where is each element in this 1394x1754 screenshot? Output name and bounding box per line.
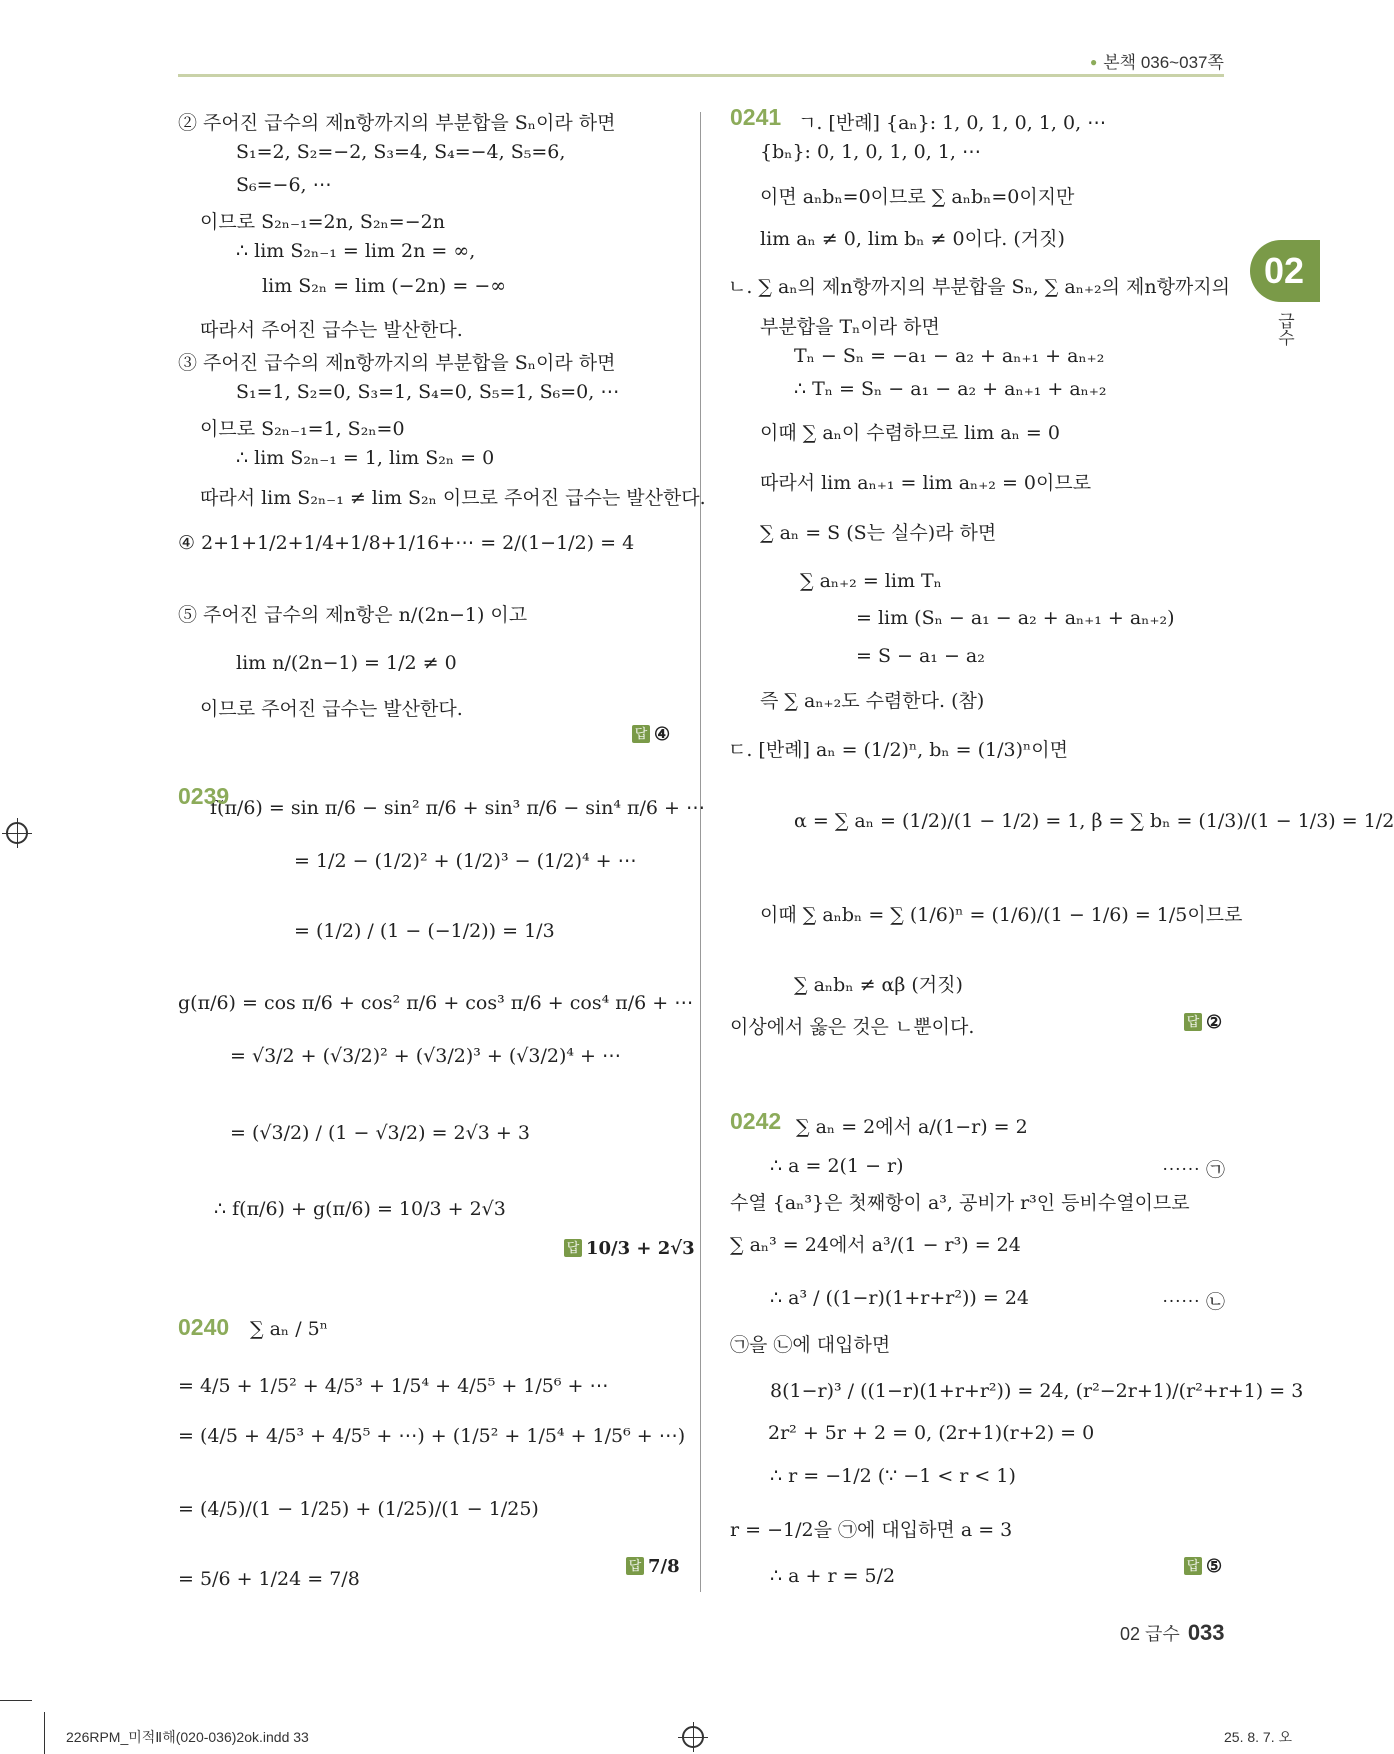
answer-badge: 답 xyxy=(1184,1557,1202,1575)
text-line: lim aₙ ≠ 0, lim bₙ ≠ 0이다. (거짓) xyxy=(760,228,1065,250)
answer-badge: 답 xyxy=(1184,1013,1202,1031)
text-line: ㉠을 ㉡에 대입하면 xyxy=(730,1334,891,1356)
chapter-tab-label: 급수 xyxy=(1275,312,1294,346)
page-number-value: 033 xyxy=(1187,1620,1225,1645)
text-line: S₁=2, S₂=−2, S₃=4, S₄=−4, S₅=6, xyxy=(236,141,566,163)
text-line: ∴ Tₙ = Sₙ − a₁ − a₂ + aₙ₊₁ + aₙ₊₂ xyxy=(794,378,1107,400)
footer-file: 226RPM_미적Ⅱ해(020-036)2ok.indd 33 xyxy=(66,1729,309,1745)
text-line: = 1/2 − (1/2)² + (1/2)³ − (1/2)⁴ + ⋯ xyxy=(294,850,637,872)
text-line: ③ 주어진 급수의 제n항까지의 부분합을 Sₙ이라 하면 xyxy=(178,352,616,374)
answer-label xyxy=(1184,1012,1222,1033)
text-line: = √3/2 + (√3/2)² + (√3/2)³ + (√3/2)⁴ + ⋯ xyxy=(230,1045,622,1067)
text-line: r = −1/2을 ㉠에 대입하면 a = 3 xyxy=(730,1519,1013,1541)
text-line: lim S₂ₙ = lim (−2n) = −∞ xyxy=(262,275,507,297)
column-divider xyxy=(700,112,701,1592)
answer-value: ② xyxy=(1206,1012,1223,1033)
text-line: = lim (Sₙ − a₁ − a₂ + aₙ₊₁ + aₙ₊₂) xyxy=(856,607,1175,629)
text-line: = (4/5 + 4/5³ + 4/5⁵ + ⋯) + (1/5² + 1/5⁴ + 1/5⁶ + ⋯) xyxy=(178,1425,686,1447)
answer-badge: 답 xyxy=(632,725,650,743)
text-line: ∴ lim S₂ₙ₋₁ = lim 2n = ∞, xyxy=(236,240,476,262)
text-line: 즉 ∑ aₙ₊₂도 수렴한다. (참) xyxy=(760,690,985,712)
text-line: ∴ lim S₂ₙ₋₁ = 1, lim S₂ₙ = 0 xyxy=(236,447,495,469)
text-line: 부분합을 Tₙ이라 하면 xyxy=(760,316,940,338)
crop-mark xyxy=(44,1712,45,1754)
header-rule xyxy=(178,74,1224,77)
text-line: ∑ aₙ = S (S는 실수)라 하면 xyxy=(760,522,997,544)
text-line: ∴ f(π/6) + g(π/6) = 10/3 + 2√3 xyxy=(214,1198,506,1220)
text-line: = 4/5 + 1/5² + 4/5³ + 1/5⁴ + 4/5⁵ + 1/5⁶ + ⋯ xyxy=(178,1375,609,1397)
text-line: = S − a₁ − a₂ xyxy=(856,645,985,667)
text-line: lim n/(2n−1) = 1/2 ≠ 0 xyxy=(236,652,457,674)
text-line: 수열 {aₙ³}은 첫째항이 a³, 공비가 r³인 등비수열이므로 xyxy=(730,1192,1190,1214)
text-line: ∴ a³ / ((1−r)(1+r+r²)) = 24 xyxy=(770,1287,1030,1309)
text-line: ∑ aₙ₊₂ = lim Tₙ xyxy=(800,570,942,592)
text-line: 따라서 주어진 급수는 발산한다. xyxy=(200,319,463,341)
registration-mark-icon xyxy=(682,1726,704,1748)
text-line: 이므로 주어진 급수는 발산한다. xyxy=(200,698,463,720)
answer-badge: 답 xyxy=(626,1557,644,1575)
text-line: ∑ aₙ = 2에서 a/(1−r) = 2 xyxy=(796,1116,1028,1138)
problem-number: 0240 xyxy=(178,1314,230,1340)
problem-number: 0241 xyxy=(730,104,782,130)
text-line: ㄱ. [반례] {aₙ}: 1, 0, 1, 0, 1, 0, ⋯ xyxy=(798,112,1107,134)
text-line: S₁=1, S₂=0, S₃=1, S₄=0, S₅=1, S₆=0, ⋯ xyxy=(236,381,620,403)
text-line: = 5/6 + 1/24 = 7/8 xyxy=(178,1568,360,1590)
equation-marker: ⋯⋯ ㉠ xyxy=(1162,1159,1226,1181)
text-line: 따라서 lim S₂ₙ₋₁ ≠ lim S₂ₙ 이므로 주어진 급수는 발산한다. xyxy=(200,487,706,509)
header-reference xyxy=(1090,48,1224,73)
text-line: ④ 2+1+1/2+1/4+1/8+1/16+⋯ = 2/(1−1/2) = 4 xyxy=(178,532,635,554)
header-text: 본책 036~037쪽 xyxy=(1103,53,1224,72)
answer-label xyxy=(626,1556,680,1577)
text-line: f(π/6) = sin π/6 − sin² π/6 + sin³ π/6 − sin⁴ π/6 + ⋯ xyxy=(210,797,706,819)
text-line: S₆=−6, ⋯ xyxy=(236,174,332,196)
text-line: ∑ aₙ / 5ⁿ xyxy=(250,1318,328,1340)
answer-value: ⑤ xyxy=(1206,1556,1223,1577)
answer-label xyxy=(632,724,670,745)
answer-label xyxy=(564,1238,695,1259)
text-line: 8(1−r)³ / ((1−r)(1+r+r²)) = 24, (r²−2r+1)/(r²+r+1) = 3 xyxy=(770,1380,1304,1402)
text-line: = (√3/2) / (1 − √3/2) = 2√3 + 3 xyxy=(230,1122,530,1144)
text-line: α = ∑ aₙ = (1/2)/(1 − 1/2) = 1, β = ∑ bₙ = (1/3)/(1 − 1/3) = 1/2 xyxy=(794,810,1394,832)
text-line: ∴ a + r = 5/2 xyxy=(770,1565,896,1587)
text-line: ∴ r = −1/2 (∵ −1 < r < 1) xyxy=(770,1465,1016,1487)
answer-badge: 답 xyxy=(564,1239,582,1257)
text-line: = (4/5)/(1 − 1/25) + (1/25)/(1 − 1/25) xyxy=(178,1498,539,1520)
text-line: ⑤ 주어진 급수의 제n항은 n/(2n−1) 이고 xyxy=(178,604,528,626)
text-line: ㄴ. ∑ aₙ의 제n항까지의 부분합을 Sₙ, ∑ aₙ₊₂의 제n항까지의 xyxy=(728,276,1230,298)
text-line: g(π/6) = cos π/6 + cos² π/6 + cos³ π/6 + cos⁴ π/6 + ⋯ xyxy=(178,992,694,1014)
registration-mark-icon xyxy=(6,822,28,844)
crop-mark xyxy=(0,1700,32,1701)
text-line: Tₙ − Sₙ = −a₁ − a₂ + aₙ₊₁ + aₙ₊₂ xyxy=(794,345,1105,367)
text-line: 이므로 S₂ₙ₋₁=1, S₂ₙ=0 xyxy=(200,418,405,440)
text-line: 2r² + 5r + 2 = 0, (2r+1)(r+2) = 0 xyxy=(768,1422,1095,1444)
page-section: 02 급수 xyxy=(1120,1624,1180,1644)
footer-date: 25. 8. 7. 오 xyxy=(1224,1729,1293,1745)
text-line: 이면 aₙbₙ=0이므로 ∑ aₙbₙ=0이지만 xyxy=(760,186,1075,208)
problem-number: 0239 xyxy=(178,783,230,809)
text-line: = (1/2) / (1 − (−1/2)) = 1/3 xyxy=(294,920,555,942)
page-number xyxy=(1120,1620,1225,1646)
equation-marker: ⋯⋯ ㉡ xyxy=(1162,1291,1226,1313)
text-line: ∑ aₙ³ = 24에서 a³/(1 − r³) = 24 xyxy=(730,1234,1021,1256)
text-line: ∑ aₙbₙ ≠ αβ (거짓) xyxy=(794,974,963,996)
text-line: 이때 ∑ aₙ이 수렴하므로 lim aₙ = 0 xyxy=(760,422,1060,444)
text-line: 이상에서 옳은 것은 ㄴ뿐이다. xyxy=(730,1016,975,1038)
text-line: ∴ a = 2(1 − r) xyxy=(770,1155,904,1177)
answer-label xyxy=(1184,1556,1222,1577)
chapter-tab: 02 xyxy=(1250,240,1320,302)
text-line: ② 주어진 급수의 제n항까지의 부분합을 Sₙ이라 하면 xyxy=(178,112,616,134)
text-line: 따라서 lim aₙ₊₁ = lim aₙ₊₂ = 0이므로 xyxy=(760,472,1092,494)
answer-value: 7/8 xyxy=(648,1556,680,1577)
problem-number: 0242 xyxy=(730,1108,782,1134)
text-line: {bₙ}: 0, 1, 0, 1, 0, 1, ⋯ xyxy=(760,141,982,163)
answer-value: 10/3 + 2√3 xyxy=(586,1238,695,1259)
bullet-icon: ● xyxy=(1090,55,1098,69)
text-line: 이므로 S₂ₙ₋₁=2n, S₂ₙ=−2n xyxy=(200,211,445,233)
text-line: 이때 ∑ aₙbₙ = ∑ (1/6)ⁿ = (1/6)/(1 − 1/6) = 1/5이므로 xyxy=(760,904,1243,926)
answer-value: ④ xyxy=(654,724,671,745)
text-line: ㄷ. [반례] aₙ = (1/2)ⁿ, bₙ = (1/3)ⁿ이면 xyxy=(728,739,1068,761)
